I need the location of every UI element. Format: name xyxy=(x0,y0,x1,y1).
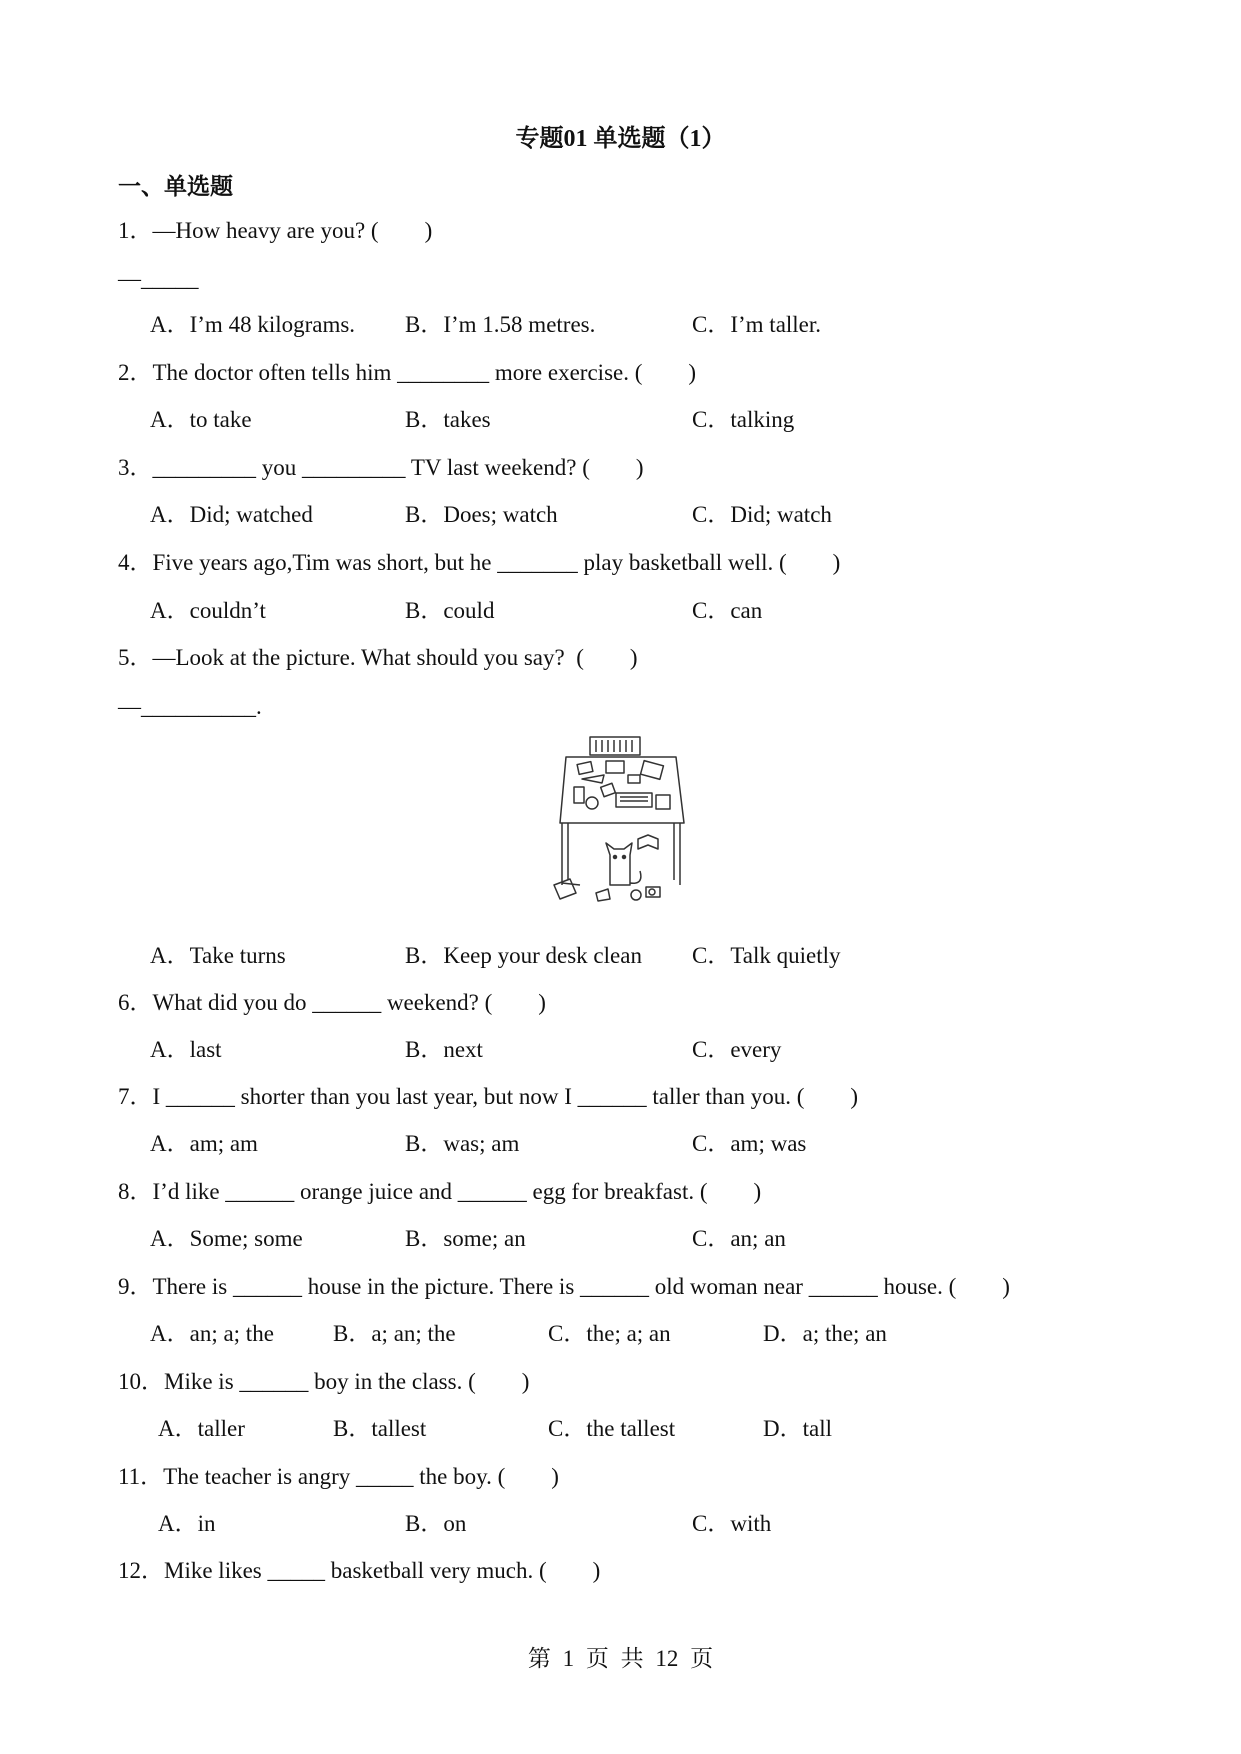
question-7-option-b[interactable]: B．was; am xyxy=(405,1131,520,1156)
question-4-stem: 4．Five years ago,Tim was short, but he _______ play basketball well. ( ) xyxy=(118,550,841,575)
question-12-stem: 12．Mike likes _____ basketball very much. ( ) xyxy=(118,1558,601,1583)
section-heading: 一、单选题 xyxy=(118,174,233,199)
question-4-option-b[interactable]: B．could xyxy=(405,598,495,623)
question-6-option-b[interactable]: B．next xyxy=(405,1037,483,1062)
question-5-option-b[interactable]: B．Keep your desk clean xyxy=(405,943,642,968)
question-5-answer-line: —__________. xyxy=(118,694,262,719)
question-10-option-c[interactable]: C．the tallest xyxy=(548,1416,676,1441)
question-3-option-b[interactable]: B．Does; watch xyxy=(405,502,558,527)
question-2-option-b[interactable]: B．takes xyxy=(405,407,491,432)
question-9-option-d[interactable]: D．a; the; an xyxy=(763,1321,887,1346)
question-2-option-a[interactable]: A．to take xyxy=(150,407,252,432)
question-2-option-c[interactable]: C．talking xyxy=(692,407,795,432)
question-10-option-d[interactable]: D．tall xyxy=(763,1416,832,1441)
question-8-stem: 8．I’d like ______ orange juice and ______ egg for breakfast. ( ) xyxy=(118,1179,762,1204)
question-1-stem: 1．—How heavy are you? ( ) xyxy=(118,218,433,243)
question-1-option-a[interactable]: A．I’m 48 kilograms. xyxy=(150,312,356,337)
question-9-option-b[interactable]: B．a; an; the xyxy=(333,1321,456,1346)
question-3-option-a[interactable]: A．Did; watched xyxy=(150,502,313,527)
question-9-stem: 9．There is ______ house in the picture. There is ______ old woman near ______ house. ( ) xyxy=(118,1274,1010,1299)
question-7-option-c[interactable]: C．am; was xyxy=(692,1131,807,1156)
question-5-option-a[interactable]: A．Take turns xyxy=(150,943,286,968)
question-5-stem: 5．—Look at the picture. What should you say? ( ) xyxy=(118,645,638,670)
question-3-option-c[interactable]: C．Did; watch xyxy=(692,502,832,527)
page-title: 专题01 单选题（1） xyxy=(515,126,726,152)
question-8-option-c[interactable]: C．an; an xyxy=(692,1226,786,1251)
question-9-option-a[interactable]: A．an; a; the xyxy=(150,1321,274,1346)
question-9-option-c[interactable]: C．the; a; an xyxy=(548,1321,671,1346)
desk-top xyxy=(560,757,684,823)
question-4-option-a[interactable]: A．couldn’t xyxy=(150,598,266,623)
question-10-option-a[interactable]: A．taller xyxy=(158,1416,245,1441)
question-11-option-c[interactable]: C．with xyxy=(692,1511,772,1536)
question-6-option-a[interactable]: A．last xyxy=(150,1037,222,1062)
question-11-option-a[interactable]: A．in xyxy=(158,1511,216,1536)
page-footer: 第 1 页 共 12 页 xyxy=(527,1646,714,1671)
question-10-stem: 10．Mike is ______ boy in the class. ( ) xyxy=(118,1369,530,1394)
question-10-option-b[interactable]: B．tallest xyxy=(333,1416,427,1441)
question-8-option-b[interactable]: B．some; an xyxy=(405,1226,526,1251)
question-7-option-a[interactable]: A．am; am xyxy=(150,1131,258,1156)
question-11-option-b[interactable]: B．on xyxy=(405,1511,467,1536)
question-5-option-c[interactable]: C．Talk quietly xyxy=(692,943,841,968)
question-8-option-a[interactable]: A．Some; some xyxy=(150,1226,303,1251)
question-4-option-c[interactable]: C．can xyxy=(692,598,763,623)
question-6-option-c[interactable]: C．every xyxy=(692,1037,782,1062)
question-1-answer-line: —_____ xyxy=(118,266,199,291)
question-1-option-c[interactable]: C．I’m taller. xyxy=(692,312,822,337)
cat xyxy=(606,843,632,885)
question-11-stem: 11．The teacher is angry _____ the boy. ( ) xyxy=(118,1464,559,1489)
messy-desk-picture xyxy=(552,735,692,905)
question-6-stem: 6．What did you do ______ weekend? ( ) xyxy=(118,990,546,1015)
question-1-option-b[interactable]: B．I’m 1.58 metres. xyxy=(405,312,596,337)
question-3-stem: 3．_________ you _________ TV last weekend? ( ) xyxy=(118,455,644,480)
question-2-stem: 2．The doctor often tells him ________ more exercise. ( ) xyxy=(118,360,697,385)
question-7-stem: 7．I ______ shorter than you last year, but now I ______ taller than you. ( ) xyxy=(118,1084,859,1109)
